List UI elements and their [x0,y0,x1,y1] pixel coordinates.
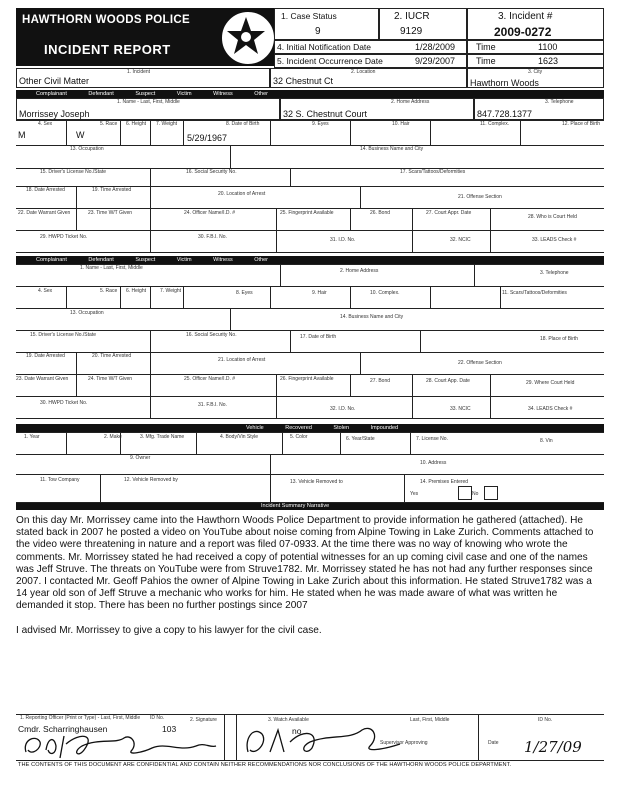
location-cell [270,68,467,88]
p1-idno-label: 31. I.D. No. [330,237,356,243]
incident-number-label: 3. Incident # [498,11,553,22]
p1-height-label: 6. Height [126,121,147,127]
p1-address-cell [280,98,474,120]
incident-number-box [467,8,604,40]
p1-offense-label: 21. Offense Section [458,194,502,200]
approver-id-label: ID No. [538,717,553,723]
p1-name-value: Morrissey Joseph [19,109,90,119]
p1-birthplace-label: 12. Place of Birth [562,121,601,127]
p1-eyes-label: 9. Eyes [312,121,329,127]
p1-race-value: W [76,130,85,140]
role-defendant: Defendant [88,91,114,97]
incident-type-value: Other Civil Matter [19,76,90,86]
badge-star-icon [222,12,274,64]
p1-complexion-label: 11. Complex. [480,121,510,127]
p1-address-value: 32 S. Chestnut Court [283,109,368,119]
officer-name: Cmdr. Scharringhausen [18,724,108,734]
role-victim: Victim [176,91,192,97]
narrative-paragraph-2: I advised Mr. Morrissey to give a copy to his lawyer for the civil case. [16,624,322,636]
narrative-band-label: Incident Summary Narrative [261,503,330,509]
time-label-1: Time [476,42,496,52]
p1-ticket-label: 29. HWPD Ticket No. [40,234,88,240]
premises-yes-checkbox[interactable] [458,486,472,500]
p2-leads-label: 34. LEADS Check # [528,406,573,412]
veh-premises-label: 14. Premises Entered [420,479,469,485]
supervisor-signature-icon [240,722,410,762]
incident-type-cell [16,68,270,88]
case-status-box [274,8,379,40]
p1-business-label: 14. Business Name and City [360,146,424,152]
p2-phone-label: 3. Telephone [540,270,569,276]
narrative-text [16,515,604,637]
p1-name-cell [16,98,280,120]
incident-type-label: 1. Incident [127,69,151,75]
p2-date-arrested-label: 19. Date Arrested [26,353,65,359]
p1-bond-label: 26. Bond [370,210,391,216]
person1-role-band [16,90,604,98]
initial-notification-label: 4. Initial Notification Date [277,42,372,52]
p2-complexion-label: 10. Complex. [370,290,400,296]
p2-idno-label: 32. I.D. No. [330,406,356,412]
p2-warrant-date-label: 23. Date Warrant Given [16,376,69,382]
city-value: Hawthorn Woods [470,78,539,88]
p2-time-arrested-label: 20. Time Arrested [92,353,132,359]
approved-label: Supervisor Approving [380,740,428,746]
p2-hair-label: 9. Hair [312,290,327,296]
narrative-band [16,503,604,510]
p1-phone-value: 847.728.1377 [477,109,533,119]
role-suspect: Suspect [135,91,156,97]
p1-court-held-label: 28. Who is Court Held [528,214,577,220]
role2-suspect: Suspect [135,257,156,263]
p1-ncic-label: 32. NCIC [450,237,471,243]
role2-complainant: Complainant [36,257,67,263]
veh-license-label: 7. License No. [416,436,448,442]
p1-phone-label: 3. Telephone [545,99,574,105]
p2-scars-label: 11. Scars/Tattoos/Deformities [502,290,567,296]
p2-business-label: 14. Business Name and City [340,314,404,320]
p1-arrest-location-label: 20. Location of Arrest [218,191,266,197]
p1-warrant-time-label: 23. Time W/T Given [88,210,133,216]
p2-sex-label: 4. Sex [38,288,53,294]
p2-dob-label: 17. Date of Birth [300,334,337,340]
agency-banner [16,8,274,66]
p1-hair-label: 10. Hair [392,121,410,127]
occurrence-date: 9/29/2007 [415,56,456,66]
p2-bond-label: 27. Bond [370,378,391,384]
role-other: Other [254,91,269,97]
approver-label: Last, First, Middle [410,717,450,723]
case-status-value: 9 [315,26,321,37]
form-title: INCIDENT REPORT [44,42,171,57]
p2-license-label: 15. Driver's License No./State [30,332,96,338]
p1-dob-label: 8. Date of Birth [226,121,260,127]
p2-address-label: 2. Home Address [340,268,379,274]
p2-race-label: 5. Race [100,288,118,294]
watch-label: 3. Watch Available [268,717,309,723]
occurrence-row [274,54,467,68]
signature-label: 2. Signature [190,717,217,723]
time-value-2: 1623 [538,56,559,66]
veh-yes-label: Yes [410,491,419,497]
p1-address-label: 2. Home Address [391,99,430,105]
narrative-paragraph-1: On this day Mr. Morrissey came into the Hawthorn Woods Police Department to provide information he gathered (attached). He stated back in 2007 he posted a video on YouTube about noise coming from Alpine Towing in Lake Zurich. Comments attached to the video were threatening in nature and a report was filed 07-0933. At the time there was no way of knowing who wrote the comments. Mr. Morrissey stated he had received a copy of potential witnesses for an up coming civil case and one of the names was Jeff Struve. The threats on YouTube were from Struve1782. Mr. Morrissey stated he has not had any further responses since 2007. I contacted Mr. Geoff Pahios the owner of Alpine Towing in Lake Zurich about this information. He stated Struve1782 was a 14 year old son of Jeff Struve a mechanic who works for him. He stated when he was made aware of what was written he demanded it stop. There has been no further postings since 2007 [16,515,594,612]
p1-weight-label: 7. Weight [156,121,178,127]
p2-ticket-label: 30. HWPD Ticket No. [40,400,88,406]
officer-label: 1. Reporting Officer (Print or Type) - Last, First, Middle [20,715,141,721]
veh-owner-label: 9. Owner [130,455,151,461]
city-cell [467,68,604,88]
p1-time-arrested-label: 19. Time Arrested [92,187,132,193]
p1-court-date-label: 27. Court Appr. Date [426,210,472,216]
p1-sex-label: 4. Sex [38,121,53,127]
iucr-value: 9129 [400,26,423,37]
p2-occupation-label: 13. Occupation [70,310,104,316]
p2-fbi-label: 31. F.B.I. No. [198,402,227,408]
p1-fingerprint-label: 25. Fingerprint Available [280,210,334,216]
p2-birthplace-label: 18. Place of Birth [540,336,579,342]
role-complainant: Complainant [36,91,67,97]
initial-notification-date: 1/28/2009 [415,42,456,52]
p2-court-held-label: 29. Where Court Held [526,380,575,386]
p2-arrest-location-label: 21. Location of Arrest [218,357,266,363]
watch-value: no [292,726,302,736]
p1-occupation-label: 13. Occupation [70,146,104,152]
p2-officer-id-label: 25. Officer Name/I.D. # [184,376,236,382]
time-label-2: Time [476,56,496,66]
veh-no-label: No [472,491,479,497]
p2-ssn-label: 16. Social Security No. [186,332,237,338]
p1-dob-value: 5/29/1967 [187,133,228,143]
confidential-disclaimer: THE CONTENTS OF THIS DOCUMENT ARE CONFIDENTIAL AND CONTAIN NEITHER RECOMMENDATIONS NOR CONCLUSIONS OF THE HAWTHORN WOODS POLICE DEPARTMENT. [18,762,512,768]
veh-tow-label: 11. Tow Company [40,477,80,483]
p2-height-label: 6. Height [126,288,147,294]
p1-license-label: 15. Driver's License No./State [40,169,106,175]
vehicle-band [16,424,604,432]
p2-fingerprint-label: 26. Fingerprint Available [280,376,334,382]
p2-court-date-label: 28. Court App. Date [426,378,470,384]
case-status-label: 1. Case Status [281,11,337,21]
veh-removed-to-label: 13. Vehicle Removed to [290,479,343,485]
vehicle-tag: Vehicle [246,425,264,431]
vehicle-stolen: Stolen [333,425,350,431]
premises-no-checkbox[interactable] [484,486,498,500]
p1-date-arrested-label: 18. Date Arrested [26,187,65,193]
p2-name-label: 1. Name - Last, First, Middle [80,265,143,271]
agency-name: HAWTHORN WOODS POLICE [22,14,190,26]
city-label: 3. City [528,69,543,75]
person2-role-band [16,256,604,264]
veh-year-label: 1. Year [24,434,40,440]
p2-offense-label: 22. Offense Section [458,360,502,366]
p2-weight-label: 7. Weight [160,288,182,294]
veh-make-label: 2. Make [104,434,122,440]
date-value: 1/27/09 [524,738,582,756]
role-witness: Witness [213,91,233,97]
role2-witness: Witness [213,257,233,263]
p1-officer-id-label: 24. Officer Name/I.D. # [184,210,236,216]
p1-leads-label: 33. LEADS Check # [532,237,577,243]
veh-removed-by-label: 12. Vehicle Removed by [124,477,178,483]
role2-victim: Victim [176,257,192,263]
iucr-label: 2. IUCR [394,11,430,22]
veh-address-label: 10. Address [420,460,447,466]
p1-ssn-label: 16. Social Security No. [186,169,237,175]
p1-sex-value: M [18,130,26,140]
officer-id: 103 [162,724,177,734]
time-value-1: 1100 [538,42,558,52]
location-label: 2. Location [351,69,376,75]
iucr-box [379,8,467,40]
veh-yearstate-label: 6. Year/State [346,436,375,442]
veh-trade-label: 3. Mfg. Trade Name [140,434,185,440]
p2-ncic-label: 33. NCIC [450,406,471,412]
p1-phone-cell [474,98,604,120]
p2-eyes-label: 8. Eyes [236,290,253,296]
vehicle-recovered: Recovered [285,425,312,431]
vehicle-impounded: Impounded [370,425,399,431]
officer-id-label: ID No. [150,715,165,721]
occurrence-label: 5. Incident Occurrence Date [277,56,383,66]
p1-fbi-label: 30. F.B.I. No. [198,234,227,240]
initial-notification-row [274,40,467,54]
location-value: 32 Chestnut Ct [273,76,334,86]
veh-body-label: 4. Body/Vin Style [220,434,258,440]
officer-signature-icon [20,728,220,762]
time-row-2 [467,54,604,68]
p2-warrant-time-label: 24. Time W/T Given [88,376,133,382]
p1-name-label: 1. Name - Last, First, Middle [117,99,180,105]
veh-color-label: 5. Color [290,434,308,440]
p1-warrant-date-label: 22. Date Warrant Given [18,210,71,216]
role2-defendant: Defendant [88,257,114,263]
time-row-1 [467,40,604,54]
p1-scars-label: 17. Scars/Tattoos/Deformities [400,169,466,175]
date-label: Date [488,740,499,746]
incident-number-value: 2009-0272 [494,25,552,39]
veh-vin-label: 8. Vin [540,438,553,444]
p1-race-label: 5. Race [100,121,118,127]
role2-other: Other [254,257,269,263]
